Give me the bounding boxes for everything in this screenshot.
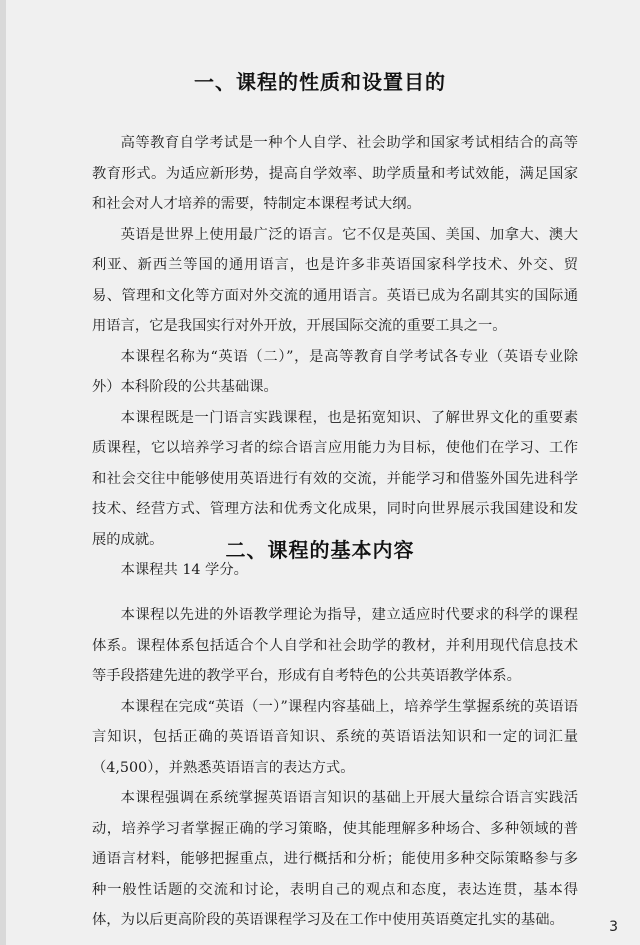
paragraph: 本课程强调在系统掌握英语语言知识的基础上开展大量综合语言实践活动，培养学习者掌握正确的学习策略，使其能理解多种场合、多种领域的普通语言材料，能够把握重点，进行概括和分析；能使用多种交际策略参与多种一般性话题的交流和讨论，表明自己的观点和态度，表达连贯，基本得体，为以后更高阶段的英语课程学习及在工作中使用英语奠定扎实的基础。 — [92, 790, 578, 928]
paragraph: 本课程在完成“英语（一）”课程内容基础上，培养学生掌握系统的英语语言知识，包括正确的英语语音知识、系统的英语语法知识和一定的词汇量（4,500），并熟悉英语语言的表达方式。 — [92, 698, 578, 776]
paragraph: 本课程既是一门语言实践课程，也是拓宽知识、了解世界文化的重要素质课程，它以培养学习者的综合语言应用能力为目标，使他们在学习、工作和社会交往中能够使用英语进行有效的交流，并能学习和借鉴外国先进科学技术、经营方式、管理方法和优秀文化成果，同时向世界展示我国建设和发展的成就。 — [92, 409, 578, 548]
paragraph: 本课程以先进的外语教学理论为指导，建立适应时代要求的科学的课程体系。课程体系包括适合个人自学和社会助学的教材，并利用现代信息技术等手段搭建先进的教学平台，形成有自考特色的公共英语教学体系。 — [92, 607, 578, 684]
section-1-body — [92, 128, 578, 586]
paragraph: 本课程名称为“英语（二）”，是高等教育自学考试各专业（英语专业除外）本科阶段的公共基础课。 — [92, 348, 578, 395]
section-2-body — [92, 600, 578, 936]
page-binding-edge — [0, 0, 6, 945]
paragraph: 本课程共 14 学分。 — [120, 562, 248, 578]
section-heading-1: 一、课程的性质和设置目的 — [194, 70, 446, 94]
paragraph: 英语是世界上使用最广泛的语言。它不仅是英国、美国、加拿大、澳大利亚、新西兰等国的通用语言，也是许多非英语国家科学技术、外交、贸易、管理和文化等方面对外交流的通用语言。英语已成为名副其实的国际通用语言，它是我国实行对外开放，开展国际交流的重要工具之一。 — [92, 226, 578, 334]
page-number: 3 — [609, 919, 618, 935]
paragraph: 高等教育自学考试是一种个人自学、社会助学和国家考试相结合的高等教育形式。为适应新形势，提高自学效率、助学质量和考试效能，满足国家和社会对人才培养的需要，特制定本课程考试大纲。 — [92, 135, 578, 212]
section-heading-2: 二、课程的基本内容 — [225, 538, 415, 562]
